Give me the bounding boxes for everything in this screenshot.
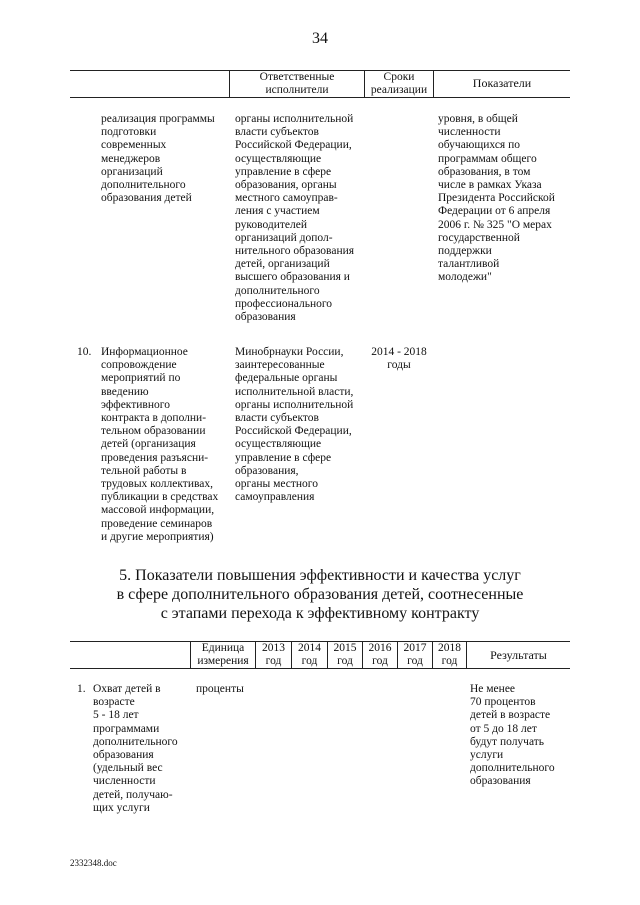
table2-header-year [328, 642, 362, 668]
year-label: 2017 [403, 642, 427, 654]
page-number: 34 [312, 30, 328, 47]
table2-bottom-rule [70, 668, 570, 669]
table2-header-unit: Единица измерения [197, 642, 249, 667]
table1-header-terms: Сроки реализации [370, 71, 428, 96]
table2-header-year [256, 642, 291, 668]
section-title: 5. Показатели повышения эффективности и качества услуг в сфере дополнительного образования детей, соотнесенные с этапами перехода к эффективному контракту [116, 567, 524, 622]
row-terms: 2014 - 2018 годы [371, 346, 427, 372]
row-executors: Минобрнауки России, заинтересованные федеральные органы исполнительной власти, органы исполнительной власти субъектов Российской Федерации, осуществляющие управление в сфере образования, органы местного самоуправления [235, 346, 354, 504]
row-result: Не менее 70 процентов детей в возрасте от 5 до 18 лет будут получать услуги дополнительного образования [470, 683, 555, 788]
year-sub: год [301, 655, 318, 667]
row-indicator: Охват детей в возрасте 5 - 18 лет программами дополнительного образования (удельный вес численности детей, получаю- щих услуги [93, 683, 178, 814]
year-sub: год [441, 655, 458, 667]
year-label: 2014 [298, 642, 321, 654]
footer-filename: 2332348.doc [70, 858, 117, 868]
row-executors: органы исполнительной власти субъектов Российской Федерации, осуществляющие управление в сфере образования, органы местного самоуправ- ления с участием руководителей организаций допол- нительного образования детей, организаций высшего образования и дополнительного профессионального образования [235, 113, 355, 324]
year-label: 2018 [438, 642, 461, 654]
row-indicators: уровня, в общей численности обучающихся по программам общего образования, в том числе в рамках Указа Президента Российской Федерации от 6 апреля 2006 г. № 325 "О мерах государственной поддержки талантливой молодежи" [438, 113, 555, 284]
row-activity: реализация программы подготовки современных менеджеров организаций дополнительного образования детей [101, 113, 215, 205]
row-activity: Информационное сопровождение мероприятий по введению эффективного контракта в дополни- тельном образовании детей (организация проведения разъясни- тельной работы в трудовых коллективах, публикации в средствах массовой информации, проведение семинаров и другие мероприятия) [101, 346, 219, 543]
table1-header-indicators: Показатели [472, 76, 532, 90]
year-label: 2016 [368, 642, 392, 654]
year-label: 2015 [333, 642, 357, 654]
table2-header-year [292, 642, 327, 668]
table2-header-year [433, 642, 466, 668]
year-label: 2013 [262, 642, 285, 654]
year-sub: год [337, 655, 353, 667]
table2-header-year [363, 642, 397, 668]
year-sub: год [265, 655, 282, 667]
row-number: 1. [77, 683, 86, 695]
year-sub: год [372, 655, 388, 667]
row-unit: проценты [196, 683, 244, 695]
row-number: 10. [77, 346, 92, 358]
table2-header-year [398, 642, 432, 668]
table1-header-executors: Ответственные исполнители [259, 71, 335, 96]
table1-bottom-rule [70, 97, 570, 98]
year-sub: год [407, 655, 423, 667]
table2-header-results: Результаты [490, 648, 547, 662]
